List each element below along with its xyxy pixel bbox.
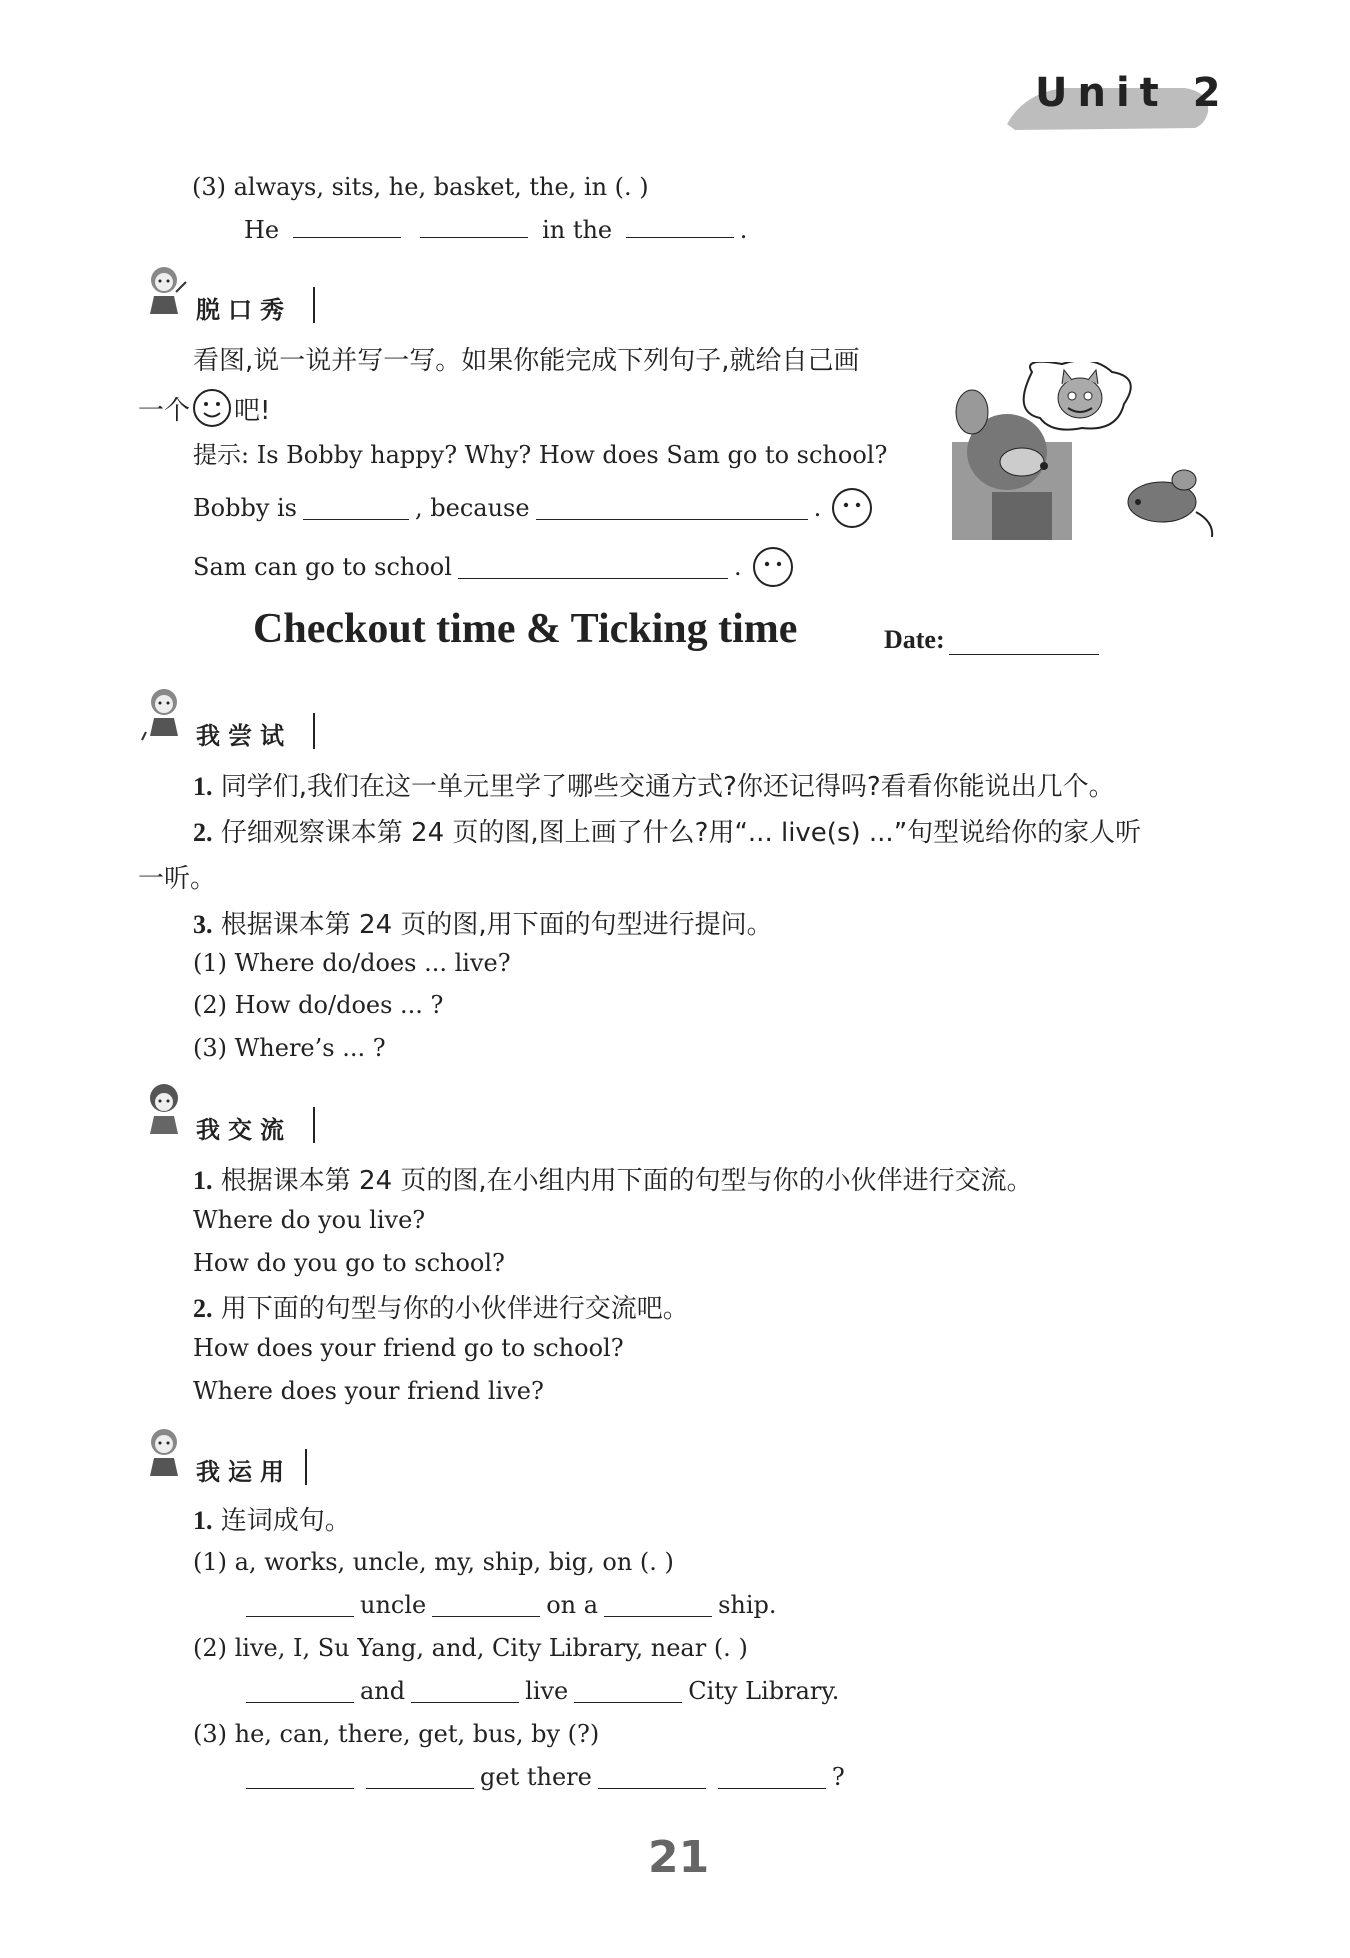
answer-blank[interactable] <box>411 1680 519 1703</box>
date-field <box>884 625 1105 655</box>
talk-line-2 <box>193 546 794 588</box>
question-text: 仔细观察课本第 24 页的图,图上画了什么?用“... live(s) ...”句型说给你的家人听 <box>220 818 1142 848</box>
unit-label: Unit 2 <box>1035 70 1231 116</box>
sentence: How do you go to school? <box>193 1249 505 1277</box>
girl-mascot-icon <box>140 684 192 742</box>
instruction-text-2 <box>138 388 270 428</box>
exercise-item: (1) a, works, uncle, my, ship, big, on (. ) <box>193 1548 674 1576</box>
answer-blank[interactable] <box>536 497 808 520</box>
answer-line <box>240 1590 777 1620</box>
word: ship. <box>718 1591 777 1619</box>
question-number: 2. <box>193 1294 213 1323</box>
punct: . <box>813 494 822 522</box>
instruction-text: 看图,说一说并写一写。如果你能完成下列句子,就给自己画 <box>193 346 860 376</box>
word: and <box>360 1677 406 1705</box>
blank-face-circle-icon[interactable] <box>752 546 794 588</box>
question-1 <box>193 1160 1033 1197</box>
question-1 <box>193 766 1115 803</box>
question-text: 根据课本第 24 页的图,用下面的句型进行提问。 <box>220 910 773 940</box>
text: 一个 <box>138 395 191 426</box>
heading-divider <box>305 1449 307 1485</box>
question-number: 1. <box>193 1166 213 1195</box>
exercise-item: (3) always, sits, he, basket, the, in (. ) <box>192 173 649 201</box>
answer-line <box>240 1676 839 1706</box>
girl-mascot-icon <box>140 262 192 320</box>
heading-divider <box>313 713 315 749</box>
word: He <box>244 216 280 244</box>
talk-line-1 <box>193 487 873 529</box>
answer-blank[interactable] <box>718 1766 826 1789</box>
hint-text: 提示: Is Bobby happy? Why? How does Sam go to school? <box>193 441 888 469</box>
word: uncle <box>360 1591 427 1619</box>
answer-line <box>244 215 747 245</box>
answer-blank[interactable] <box>303 497 409 520</box>
answer-blank[interactable] <box>293 215 401 238</box>
answer-line <box>240 1762 845 1792</box>
date-label: Date: <box>884 625 945 654</box>
sentence-pattern: (3) Where’s ... ? <box>193 1034 386 1062</box>
punct: . <box>733 553 742 581</box>
sentence: How does your friend go to school? <box>193 1334 624 1362</box>
question-number: 3. <box>193 910 213 939</box>
punct: . <box>739 216 748 244</box>
question-text: 同学们,我们在这一单元里学了哪些交通方式?你还记得吗?看看你能说出几个。 <box>220 772 1115 802</box>
answer-blank[interactable] <box>432 1594 540 1617</box>
page-title: Checkout time & Ticking time <box>253 606 798 652</box>
heading-divider <box>313 287 315 323</box>
answer-blank[interactable] <box>246 1680 354 1703</box>
text: Bobby is <box>193 494 297 522</box>
word: City Library. <box>688 1677 840 1705</box>
heading-divider <box>313 1107 315 1143</box>
answer-blank[interactable] <box>458 556 728 579</box>
blank-face-circle-icon[interactable] <box>831 487 873 529</box>
section-heading-exchange: 我交流 <box>196 1116 292 1144</box>
question-text: 根据课本第 24 页的图,在小组内用下面的句型与你的小伙伴进行交流。 <box>220 1166 1033 1196</box>
answer-blank[interactable] <box>574 1680 682 1703</box>
question-1 <box>193 1500 351 1537</box>
answer-blank[interactable] <box>598 1766 706 1789</box>
punct: ? <box>831 1763 845 1791</box>
section-heading-talk-show: 脱口秀 <box>196 296 292 324</box>
exercise-item: (2) live, I, Su Yang, and, City Library, near (. ) <box>193 1634 748 1662</box>
girl-mascot-icon <box>140 1424 192 1482</box>
question-number: 1. <box>193 1506 213 1535</box>
section-heading-try: 我尝试 <box>196 722 292 750</box>
answer-blank[interactable] <box>626 215 734 238</box>
answer-blank[interactable] <box>604 1594 712 1617</box>
question-number: 1. <box>193 772 213 801</box>
sentence-pattern: (2) How do/does ... ? <box>193 991 444 1019</box>
answer-blank[interactable] <box>246 1766 354 1789</box>
sentence-pattern: (1) Where do/does ... live? <box>193 949 511 977</box>
answer-blank[interactable] <box>246 1594 354 1617</box>
page-number: 21 <box>648 1832 710 1883</box>
exercise-item: (3) he, can, there, get, bus, by (?) <box>193 1720 600 1748</box>
question-2 <box>193 812 1141 849</box>
question-2-cont: 一听。 <box>138 864 217 894</box>
word: in the <box>542 216 613 244</box>
question-3 <box>193 904 773 941</box>
answer-blank[interactable] <box>420 215 528 238</box>
question-text: 用下面的句型与你的小伙伴进行交流吧。 <box>220 1294 689 1324</box>
question-2 <box>193 1288 689 1325</box>
sentence: Where do you live? <box>193 1206 426 1234</box>
smiley-face-icon <box>192 388 232 428</box>
date-blank[interactable] <box>949 632 1099 655</box>
word: get there <box>480 1763 592 1791</box>
section-heading-use: 我运用 <box>196 1458 292 1486</box>
text: Sam can go to school <box>193 553 452 581</box>
question-text: 连词成句。 <box>220 1506 351 1536</box>
text: 吧! <box>234 395 271 426</box>
girl-mascot-icon <box>140 1080 192 1138</box>
question-number: 2. <box>193 818 213 847</box>
answer-blank[interactable] <box>366 1766 474 1789</box>
mouse-thinking-of-cat-illustration <box>952 362 1216 540</box>
word: on a <box>546 1591 599 1619</box>
text: , because <box>415 494 530 522</box>
sentence: Where does your friend live? <box>193 1377 544 1405</box>
word: live <box>525 1677 569 1705</box>
